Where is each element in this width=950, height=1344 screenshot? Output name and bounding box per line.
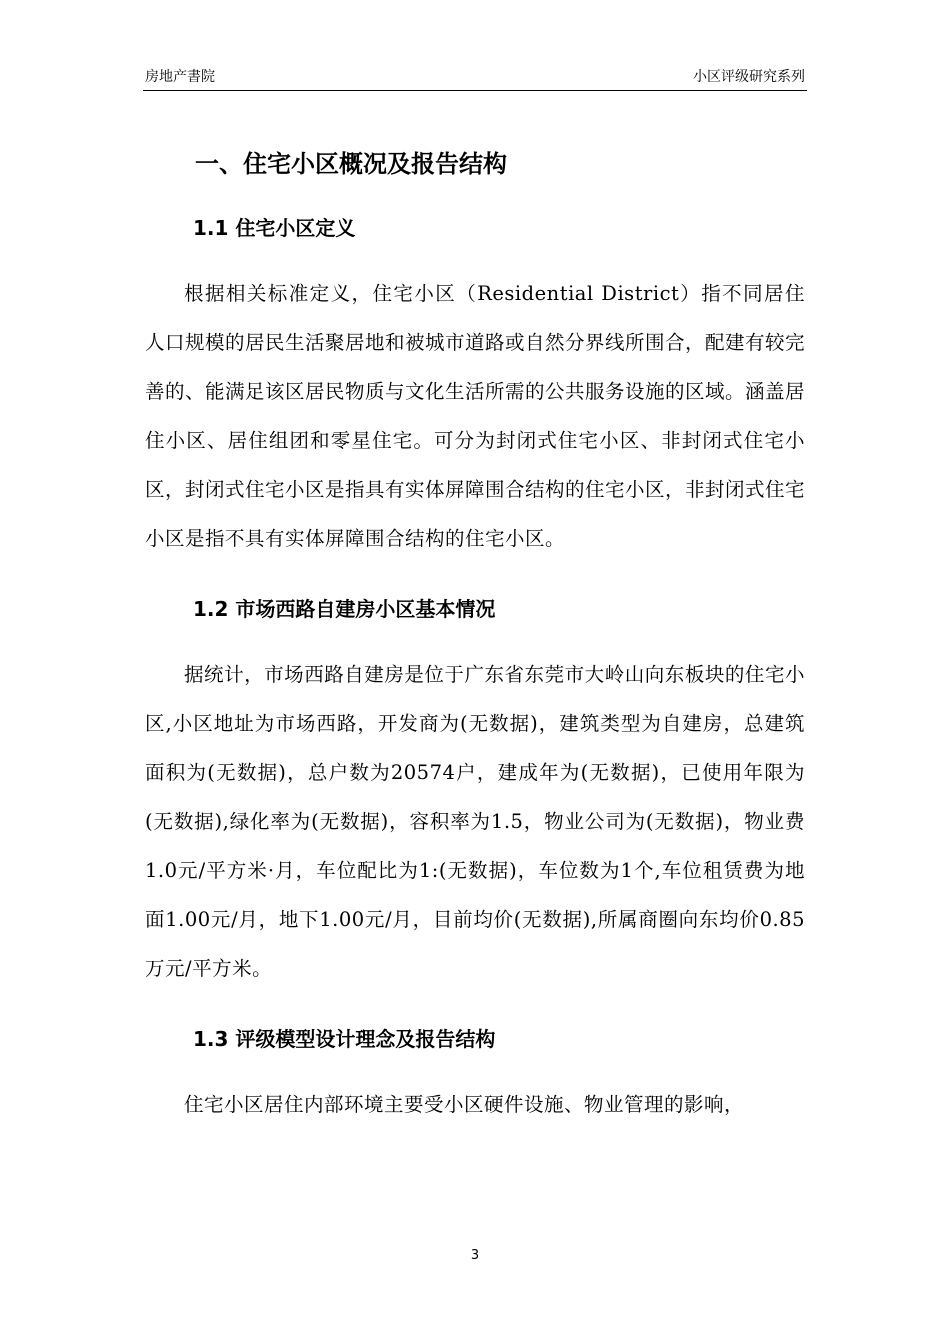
header-divider [143, 90, 807, 91]
section-1-2-paragraph: 据统计，市场西路自建房是位于广东省东莞市大岭山向东板块的住宅小区,小区地址为市场西路，开发商为(无数据)，建筑类型为自建房，总建筑面积为(无数据)，总户数为20574户，建成年为(无数据)，已使用年限为(无数据),绿化率为(无数据)，容积率为1.5，物业公司为(无数据)，物业费1.0元/平方米·月，车位配比为1:(无数据)，车位数为1个,车位租赁费为地面1.00元/月，地下1.00元/月，目前均价(无数据),所属商圈向东均价0.85万元/平方米。 [145, 663, 805, 980]
page-number: 3 [470, 1248, 480, 1263]
section-heading-1-3: 1.3 评级模型设计理念及报告结构 [193, 1027, 496, 1051]
section-1-1-paragraph: 根据相关标准定义，住宅小区（Residential District）指不同居住人口规模的居民生活聚居地和被城市道路或自然分界线所围合，配建有较完善的、能满足该区居民物质与文化生活所需的公共服务设施的区域。涵盖居住小区、居住组团和零星住宅。可分为封闭式住宅小区、非封闭式住宅小区，封闭式住宅小区是指具有实体屏障围合结构的住宅小区，非封闭式住宅小区是指不具有实体屏障围合结构的住宅小区。 [145, 282, 806, 550]
section-heading-1-1: 1.1 住宅小区定义 [193, 216, 356, 240]
page-content [145, 142, 805, 1129]
section-heading-1-2: 1.2 市场西路自建房小区基本情况 [193, 597, 496, 621]
chapter-title: 一、住宅小区概况及报告结构 [195, 150, 507, 178]
section-1-3-paragraph: 住宅小区居住内部环境主要受小区硬件设施、物业管理的影响， [184, 1093, 745, 1116]
header-right-text: 小区评级研究系列 [693, 69, 805, 85]
header-left-text: 房地产書院 [145, 69, 215, 85]
